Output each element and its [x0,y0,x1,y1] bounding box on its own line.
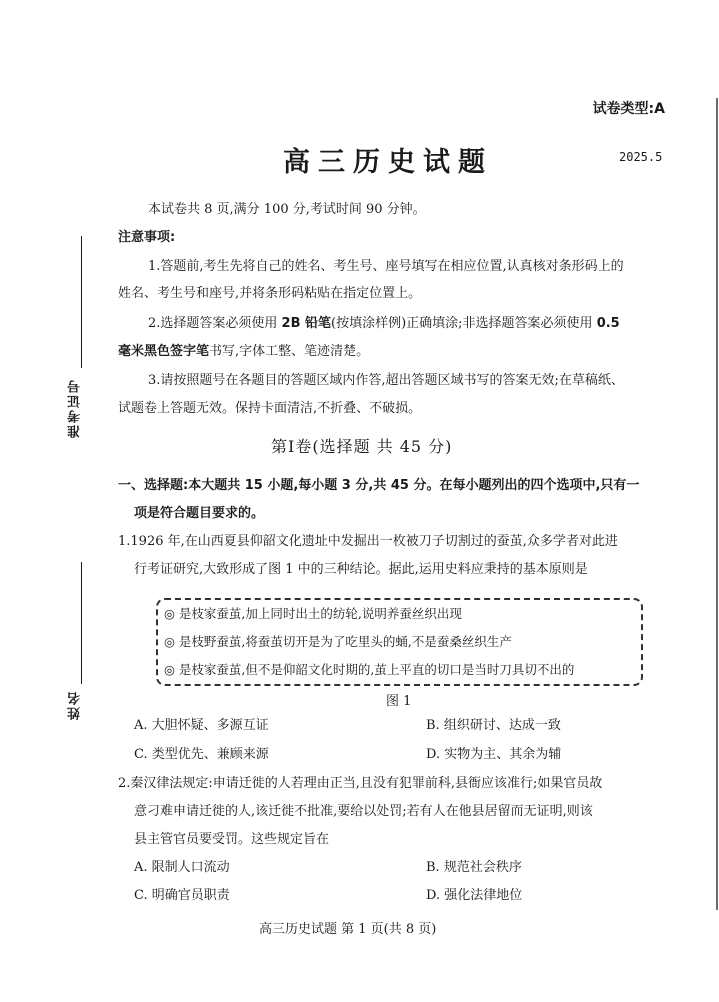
notice-item-2-pen: 毫米黑色签字笔 [118,344,210,359]
notice-item-2-text-a: 2.选择题答案必须使用 [148,316,282,331]
section-heading: 第Ⅰ卷(选择题 共 45 分) [271,437,453,456]
notice-item-3-line-2: 试题卷上答题无效。保持卡面清洁,不折叠、不破损。 [118,401,422,416]
question-2-option-c: C. 明确官员职责 [134,888,230,903]
notice-item-2-text-b: 书写,字体工整、笔迹清楚。 [209,344,370,359]
question-1-option-a: A. 大胆怀疑、多源互证 [134,718,269,733]
exam-id-label: 准考证号 [68,378,83,438]
notice-item-2-size: 0.5 [596,316,620,331]
notice-item-2-line-2 [118,344,369,360]
notice-item-3-line-1: 3.请按照题号在各题目的答题区域内作答,超出答题区域书写的答案无效;在草稿纸、 [148,373,624,388]
question-1-option-c: C. 类型优先、兼顾来源 [134,747,269,762]
part1-instructions-line-2: 项是符合题目要求的。 [134,506,265,521]
page-edge-line [716,98,718,910]
page-footer: 高三历史试题 第 1 页(共 8 页) [259,922,437,937]
notice-item-2-line-1 [148,316,620,332]
question-2-option-b: B. 规范社会秩序 [426,860,522,875]
notice-item-1-line-2: 姓名、考生号和座号,并将条形码粘贴在指定位置上。 [118,286,422,301]
name-label: 姓名 [68,690,83,720]
question-1-stem-line-2: 行考证研究,大致形成了图 1 中的三种结论。据此,运用史料应秉持的基本原则是 [134,562,588,577]
exam-date: 2025.5 [619,150,663,164]
part1-instructions-line-1: 一、选择题:本大题共 15 小题,每小题 3 分,共 45 分。在每小题列出的四个选项中,只有一 [118,478,640,493]
figure-1-item: ◎ 是枝野蚕茧,将蚕茧切开是为了吃里头的蛹,不是蚕桑丝织生产 [164,634,512,649]
question-2-option-a: A. 限制人口流动 [134,860,230,875]
question-1-stem-line-1: 1.1926 年,在山西夏县仰韶文化遗址中发掘出一枚被刀子切割过的蚕茧,众多学者对此进 [118,534,618,549]
figure-1-item: ◎ 是枝家蚕茧,加上同时出土的纺轮,说明养蚕丝织出现 [164,606,462,621]
notice-heading: 注意事项: [118,230,176,245]
page-title: 高三历史试题 [283,147,493,178]
question-2-option-d: D. 强化法律地位 [426,888,523,903]
question-1-option-d: D. 实物为主、其余为辅 [426,747,562,762]
notice-item-1-line-1: 1.答题前,考生先将自己的姓名、考生号、座号填写在相应位置,认真核对条形码上的 [148,259,624,274]
figure-1-item: ◎ 是枝家蚕茧,但不是仰韶文化时期的,茧上平直的切口是当时刀具切不出的 [164,662,575,677]
question-2-stem-line-2: 意刁难申请迁徙的人,该迁徙不批准,要给以处罚;若有人在他县居留而无证明,则该 [134,804,593,819]
notice-item-2-pencil: 2B 铅笔 [281,316,332,331]
figure-1-caption: 图 1 [386,694,412,709]
exam-type-label: 试卷类型:A [592,101,665,117]
question-2-stem-line-1: 2.秦汉律法规定:申请迁徙的人若理由正当,且没有犯罪前科,县衙应该准行;如果官员故 [118,776,603,791]
notice-item-2-text-c: (按填涂样例)正确填涂;非选择题答案必须使用 [331,316,597,331]
intro-text: 本试卷共 8 页,满分 100 分,考试时间 90 分钟。 [148,202,426,217]
question-1-option-b: B. 组织研讨、达成一致 [426,718,561,733]
question-2-stem-line-3: 县主管官员要受罚。这些规定旨在 [134,832,330,847]
name-write-line [81,562,82,684]
exam-id-write-line [81,236,82,368]
